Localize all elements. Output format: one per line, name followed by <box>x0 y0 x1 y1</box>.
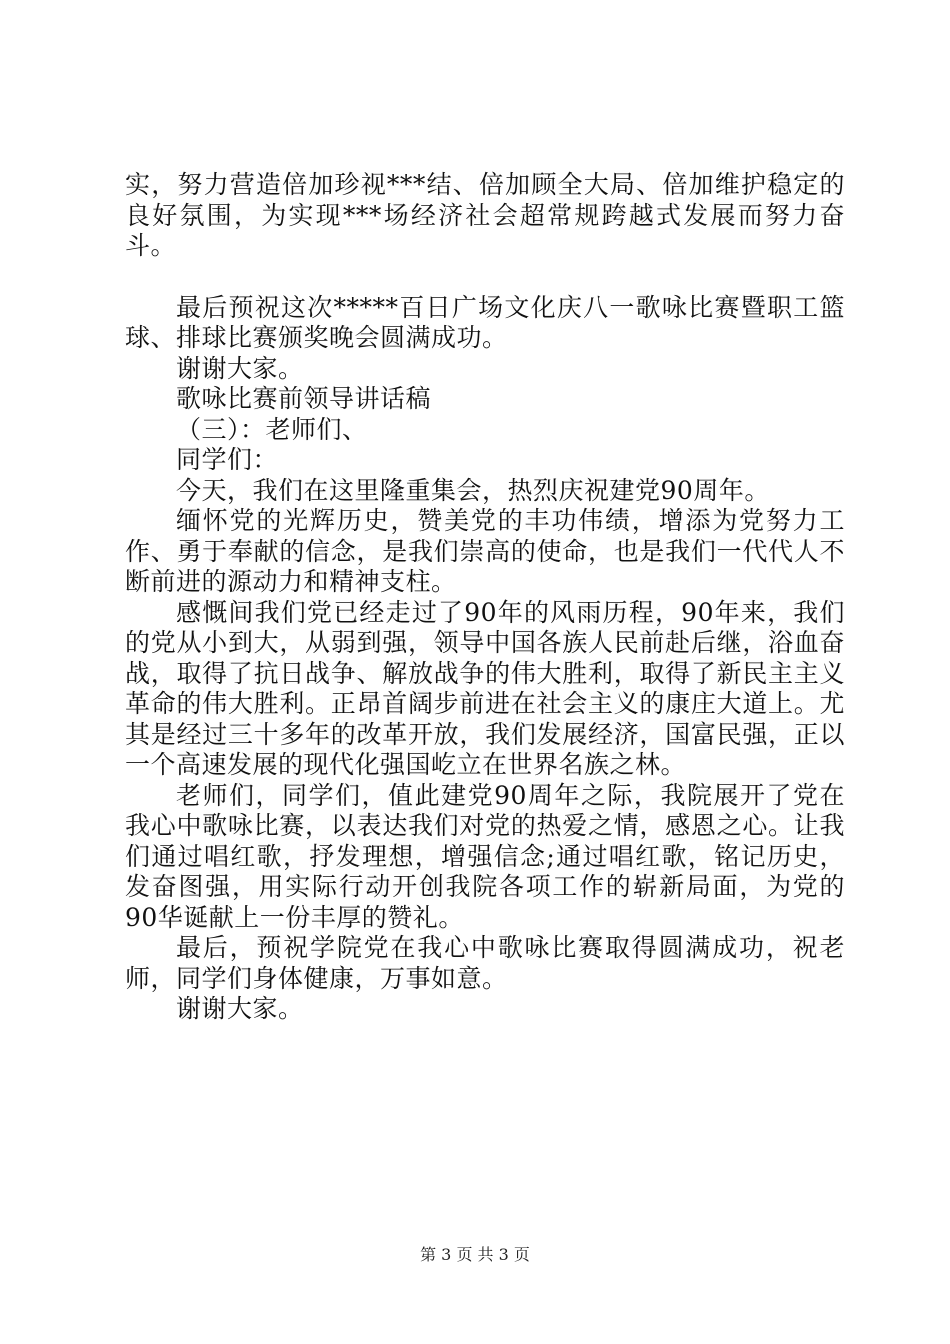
paragraph-continuation: 实，努力营造倍加珍视***结、倍加顾全大局、倍加维护稳定的良好氛围，为实现***场经济社会超常规跨越式发展而努力奋斗。 <box>125 170 845 260</box>
document-body <box>125 170 845 1025</box>
paragraph-achievements: 感慨间我们党已经走过了90年的风雨历程，90年来，我们的党从小到大，从弱到强，领导中国各族人民前赴后继，浴血奋战，取得了抗日战争、解放战争的伟大胜利，取得了新民主主义革命的伟大胜利。正昂首阔步前进在社会主义的康庄大道上。尤其是经过三十多年的改革开放，我们发展经济，国富民强，正以一个高速发展的现代化强国屹立在世界名族之林。 <box>125 597 845 779</box>
paragraph-history: 缅怀党的光辉历史，赞美党的丰功伟绩，增添为党努力工作、勇于奉献的信念，是我们崇高的使命，也是我们一代代人不断前进的源动力和精神支柱。 <box>125 506 845 596</box>
paragraph-thanks: 谢谢大家。 <box>176 353 304 383</box>
paragraph-contest: 老师们，同学们，值此建党90周年之际，我院展开了党在我心中歌咏比赛，以表达我们对党的热爱之情，感恩之心。让我们通过唱红歌，抒发理想，增强信念;通过唱红歌，铭记历史，发奋图强，用实际行动开创我院各项工作的崭新局面，为党的90华诞献上一份丰厚的赞礼。 <box>125 780 845 932</box>
section-title: 歌咏比赛前领导讲话稿 <box>176 384 432 413</box>
paragraph-final-wish: 最后，预祝学院党在我心中歌咏比赛取得圆满成功，祝老师，同学们身体健康，万事如意。 <box>125 933 845 993</box>
paragraph-closing-wish: 最后预祝这次*****百日广场文化庆八一歌咏比赛暨职工篮球、排球比赛颁奖晚会圆满成功。 <box>125 292 845 352</box>
paragraph-final-thanks: 谢谢大家。 <box>176 994 304 1023</box>
salutation: 同学们： <box>176 445 279 474</box>
section-number: （三）：老师们、 <box>176 414 368 444</box>
page-number-footer: 第 3 页 共 3 页 <box>420 1245 530 1264</box>
paragraph-opening: 今天，我们在这里隆重集会，热烈庆祝建党90周年。 <box>176 475 770 505</box>
